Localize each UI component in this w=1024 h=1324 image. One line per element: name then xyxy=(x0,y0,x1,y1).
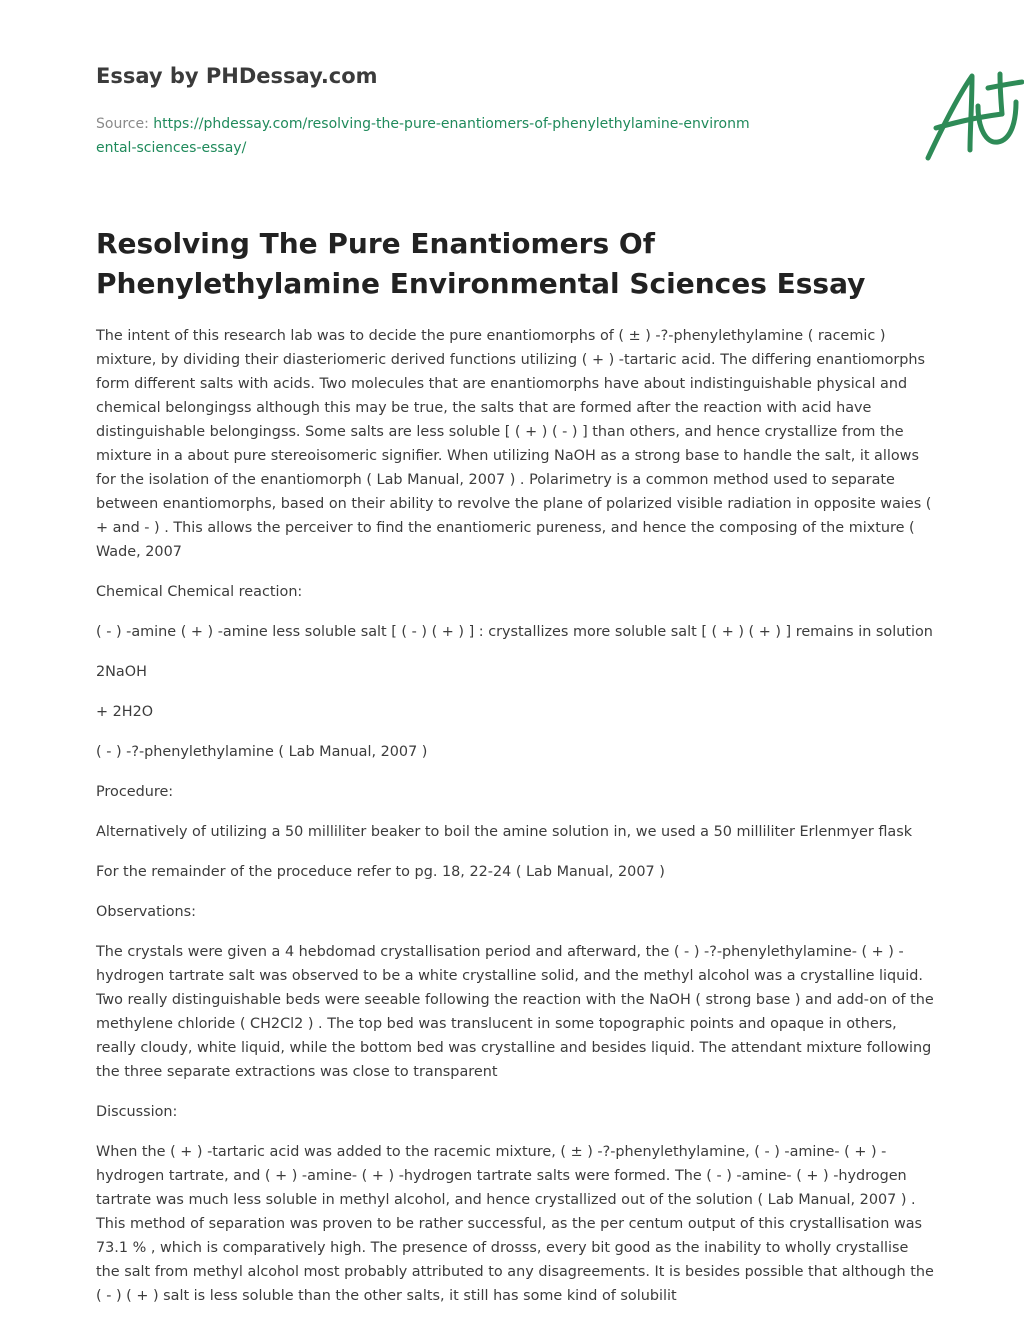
paragraph-observations: The crystals were given a 4 hebdomad crystallisation period and afterward, the ( - ) -?-phenylethylamine- ( + ) -hydrogen tartrate salt was observed to be a white crystalline solid, and the methyl alcohol was a crystalline liquid. Two really distinguishable beds were seeable following the reaction with the NaOH ( strong base ) and add-on of the methylene chloride ( CH2Cl2 ) . The top bed was translucent in some topographic points and opaque in others, really cloudy, white liquid, while the bottom bed was crystalline and besides liquid. The attendant mixture following the three separate extractions was close to transparent xyxy=(96,944,934,1080)
paragraph-reagent: 2NaOH xyxy=(96,664,147,680)
paragraph-discussion-heading: Discussion: xyxy=(96,1104,178,1120)
paragraph-reaction-equation: ( - ) -amine ( + ) -amine less soluble salt [ ( - ) ( + ) ] : crystallizes more soluble salt [ ( + ) ( + ) ] remains in solution xyxy=(96,624,933,640)
paragraph-reaction-heading: Chemical Chemical reaction: xyxy=(96,584,303,600)
paragraph-procedure-reference: For the remainder of the proceduce refer to pg. 18, 22-24 ( Lab Manual, 2007 ) xyxy=(96,864,665,880)
paragraph-procedure: Alternatively of utilizing a 50 milliliter beaker to boil the amine solution in, we used a 50 milliliter Erlenmyer flask xyxy=(96,824,913,840)
paragraph-result: ( - ) -?-phenylethylamine ( Lab Manual, 2007 ) xyxy=(96,744,428,760)
essay-body xyxy=(96,324,934,1324)
a-plus-logo-icon xyxy=(914,66,1024,166)
paragraph-intro: The intent of this research lab was to decide the pure enantiomorphs of ( ± ) -?-phenylethylamine ( racemic ) mixture, by dividing their diasteriomeric derived functions utilizing ( + ) -tartaric acid. The differing enantiomorphs form different salts with acids. Two molecules that are enantiomorphs have about indistinguishable physical and chemical belongingss although this may be true, the salts that are formed after the reaction with acid have distinguishable belongingss. Some salts are less soluble [ ( + ) ( - ) ] than others, and hence crystallize from the mixture in a about pure stereoisomeric signifier. When utilizing NaOH as a strong base to handle the salt, it allows for the isolation of the enantiomorph ( Lab Manual, 2007 ) . Polarimetry is a common method used to separate between enantiomorphs, based on their ability to revolve the plane of polarized visible radiation in opposite waies ( + and - ) . This allows the perceiver to find the enantiomeric pureness, and hence the composing of the mixture ( Wade, 2007 xyxy=(96,328,932,560)
source-label: Source: xyxy=(96,116,154,132)
paragraph-product: + 2H2O xyxy=(96,704,154,720)
source-link[interactable]: https://phdessay.com/resolving-the-pure-enantiomers-of-phenylethylamine-environmental-sciences-essay/ xyxy=(96,116,750,156)
paragraph-discussion: When the ( + ) -tartaric acid was added to the racemic mixture, ( ± ) -?-phenylethylamine, ( - ) -amine- ( + ) -hydrogen tartrate, and ( + ) -amine- ( + ) -hydrogen tartrate salts were formed. The ( - ) -amine- ( + ) -hydrogen tartrate was much less soluble in methyl alcohol, and hence crystallized out of the solution ( Lab Manual, 2007 ) . This method of separation was proven to be rather successful, as the per centum output of this crystallisation was 73.1 % , which is comparatively high. The presence of drosss, every bit good as the inability to wholly crystallise the salt from methyl alcohol most probably attributed to any disagreements. It is besides possible that although the ( - ) ( + ) salt is less soluble than the other salts, it still has some kind of solubilit xyxy=(96,1144,934,1304)
source-line xyxy=(96,112,756,160)
essay-title: Resolving The Pure Enantiomers Of Phenylethylamine Environmental Sciences Essay xyxy=(96,227,866,300)
paragraph-procedure-heading: Procedure: xyxy=(96,784,174,800)
paragraph-observations-heading: Observations: xyxy=(96,904,196,920)
site-title: Essay by PHDessay.com xyxy=(96,64,378,88)
